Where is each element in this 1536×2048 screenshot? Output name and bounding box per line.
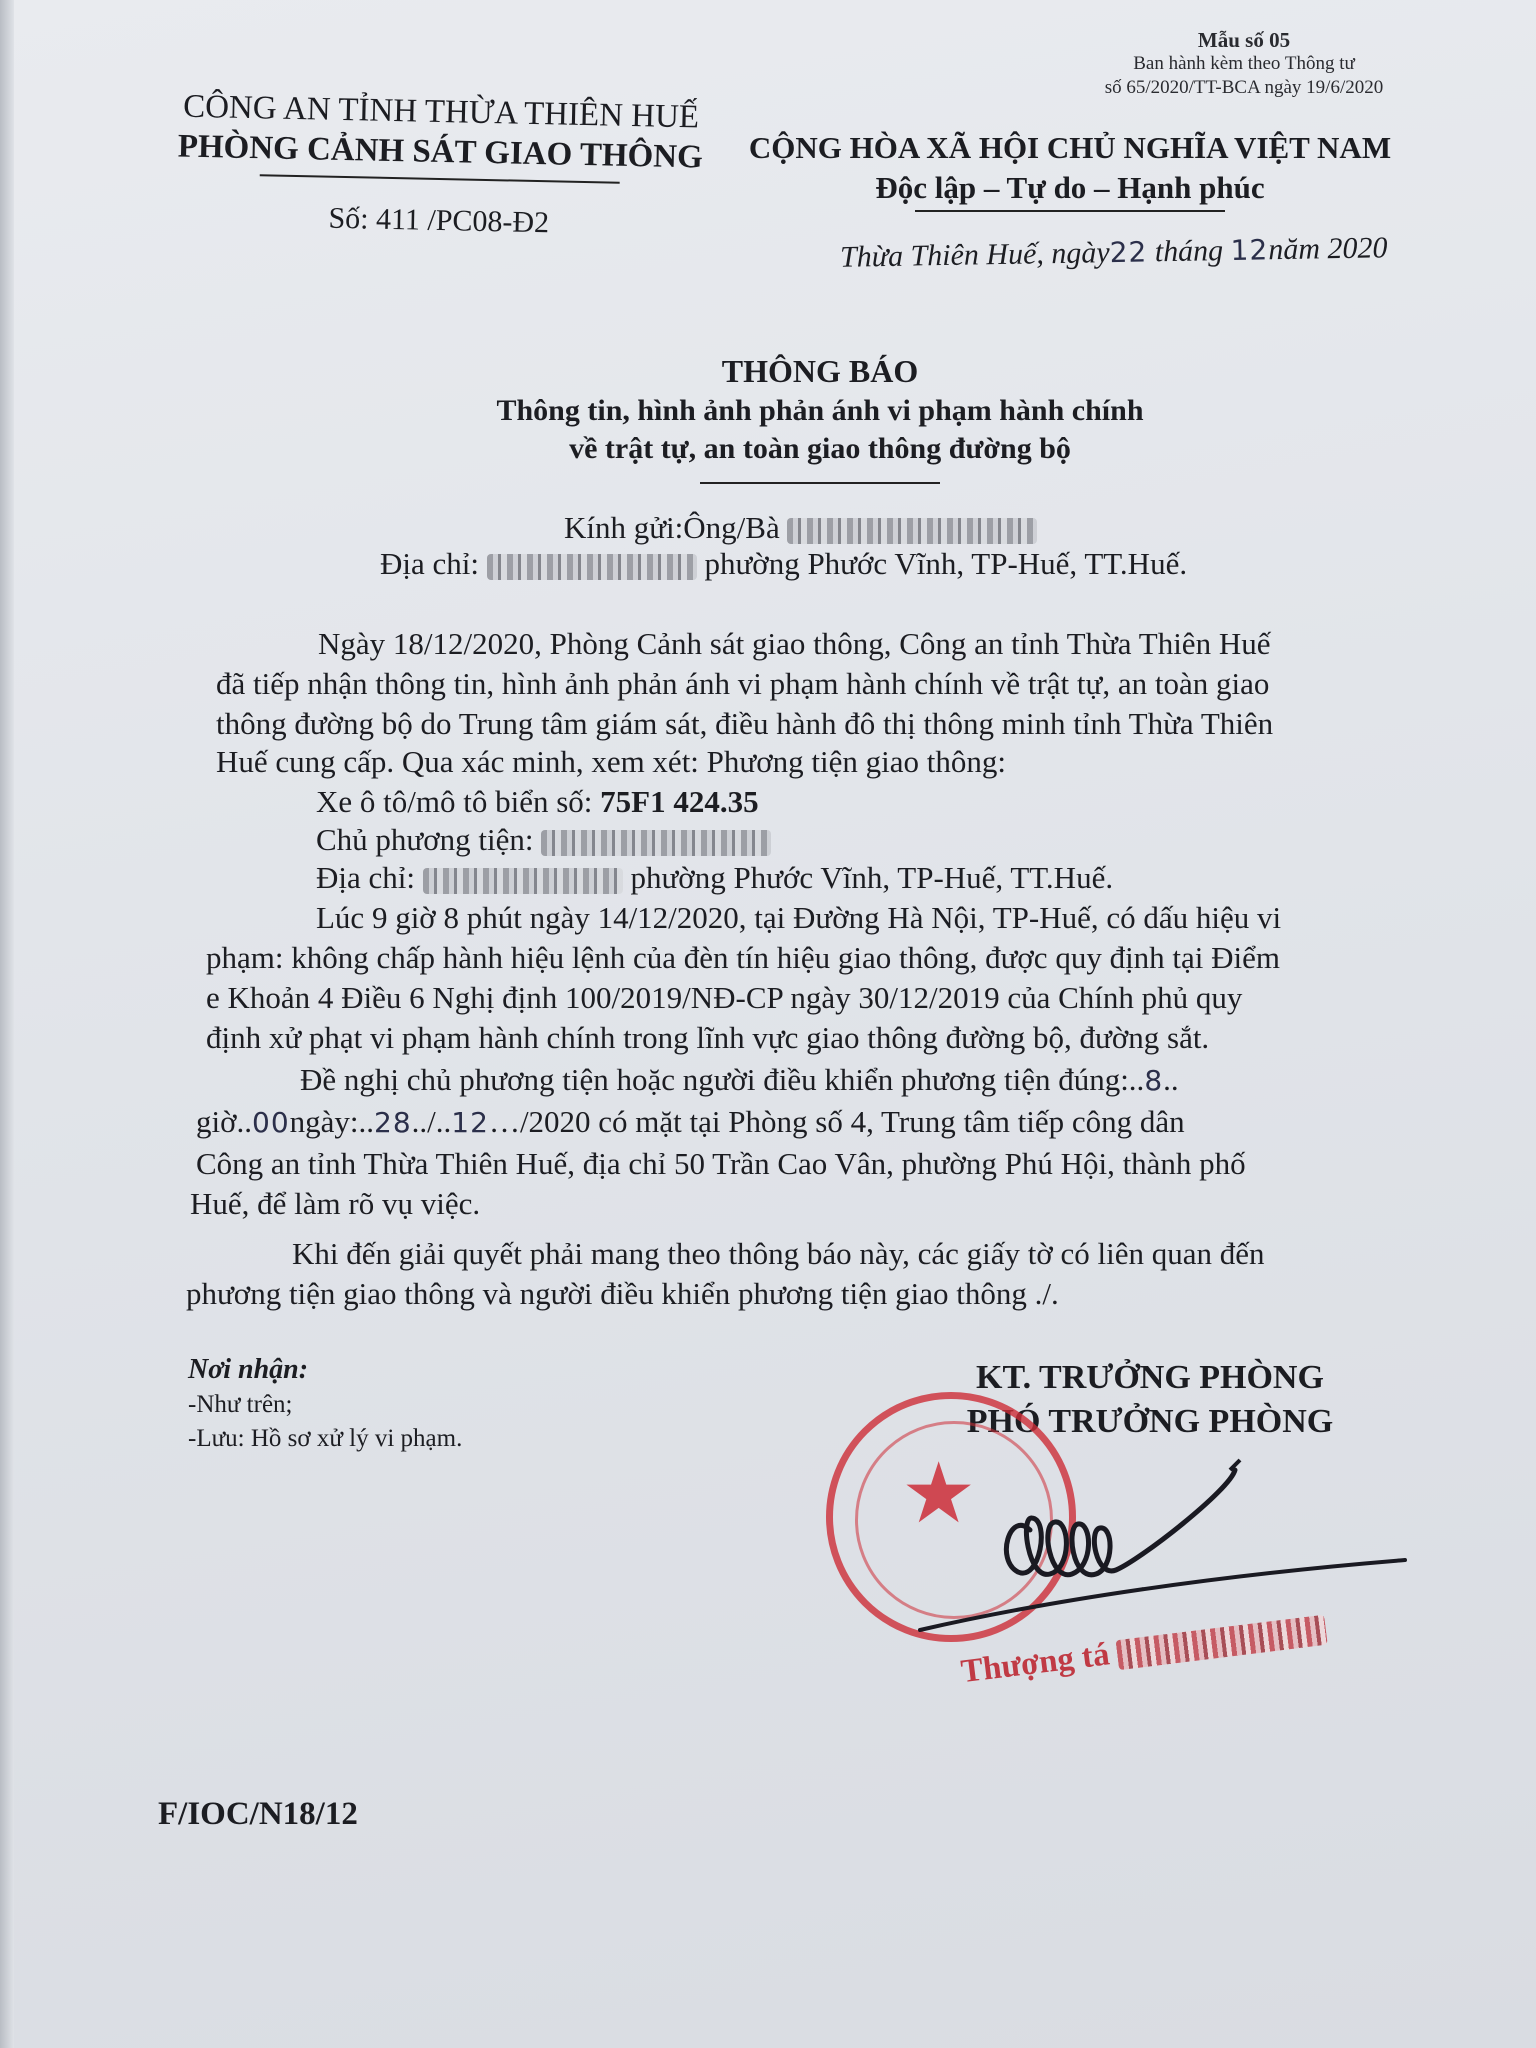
signer-rank: Thượng tá (959, 1636, 1112, 1691)
owner-label: Chủ phương tiện: (316, 822, 534, 857)
redacted-owner-address (423, 868, 623, 894)
appointment-place: …/2020 có mặt tại Phòng số 4, Trung tâm tiếp công dân (488, 1104, 1185, 1139)
paragraph-1-line-4: Huế cung cấp. Qua xác minh, xem xét: Phương tiện giao thông: (216, 744, 1006, 779)
document-subtitle-1: Thông tin, hình ảnh phản ánh vi phạm hành chính (496, 394, 1144, 427)
motto-underline (915, 210, 1225, 212)
republic-name: CỘNG HÒA XÃ HỘI CHỦ NGHĨA VIỆT NAM (748, 130, 1392, 165)
paragraph-1-line-1: Ngày 18/12/2020, Phòng Cảnh sát giao thông, Công an tỉnh Thừa Thiên Huế (318, 626, 1271, 661)
form-issued-line1: Ban hành kèm theo Thông tư (1133, 53, 1355, 74)
recipients-heading: Nơi nhận: (188, 1354, 309, 1385)
issuer-org: CÔNG AN TỈNH THỪA THIÊN HUẾ (182, 88, 700, 136)
owner-address-rest: phường Phước Vĩnh, TP-Huế, TT.Huế. (630, 860, 1114, 895)
date-place-prefix: Thừa Thiên Huế, ngày (839, 236, 1110, 274)
plate-number: 75F1 424.35 (600, 784, 759, 819)
document-title-block (340, 350, 1300, 484)
month-sep: ../.. (411, 1104, 452, 1139)
document-reference: Số: 411 /PC08-Đ2 (328, 201, 550, 240)
recipients-item: -Như trên; (188, 1391, 293, 1418)
paragraph-2-line-1: Lúc 9 giờ 8 phút ngày 14/12/2020, tại Đường Hà Nội, TP-Huế, có dấu hiệu vi (316, 900, 1282, 935)
recipient-address-rest: phường Phước Vĩnh, TP-Huế, TT.Huế. (704, 546, 1188, 581)
recipients-block (188, 1352, 462, 1456)
recipient-label: Kính gửi:Ông/Bà (564, 510, 780, 545)
form-number: Mẫu số 05 (1197, 28, 1291, 52)
redacted-recipient-address (487, 554, 697, 580)
handwritten-signature (900, 1444, 1420, 1660)
date-month-label: tháng (1154, 234, 1224, 269)
form-issued-line2: số 65/2020/TT-BCA ngày 19/6/2020 (1104, 77, 1384, 98)
recipient-address-label: Địa chỉ: (380, 546, 479, 581)
paragraph-3-line-1: Đề nghị chủ phương tiện hoặc người điều khiển phương tiện đúng:..8.. (300, 1062, 1179, 1097)
redacted-recipient-name (787, 518, 1037, 544)
date-month: 12 (1230, 233, 1269, 267)
signature-title-2: PHÓ TRƯỞNG PHÒNG (966, 1403, 1334, 1440)
date-day: 22 (1109, 235, 1148, 270)
redacted-owner-name (541, 830, 771, 856)
paragraph-3-line-3: Công an tỉnh Thừa Thiên Huế, địa chỉ 50 Trần Cao Vân, phường Phú Hội, thành phố (196, 1146, 1246, 1181)
owner-line (316, 820, 771, 860)
issuer-dept: PHÒNG CẢNH SÁT GIAO THÔNG (177, 128, 704, 176)
appointment-hour: 8 (1144, 1064, 1164, 1097)
document-code: F/IOC/N18/12 (158, 1796, 358, 1832)
owner-address-line (316, 858, 1113, 898)
title-underline (700, 482, 940, 484)
document-subtitle-2: về trật tự, an toàn giao thông đường bộ (569, 432, 1071, 465)
appointment-month: 12 (451, 1106, 489, 1139)
form-number-block (1064, 28, 1424, 100)
hour-label: giờ.. (196, 1104, 253, 1139)
appointment-day: 28 (374, 1106, 412, 1139)
paragraph-1-line-3: thông đường bộ do Trung tâm giám sát, điều hành đô thị thông minh tỉnh Thừa Thiên (216, 706, 1274, 741)
paragraph-3-line-4: Huế, để làm rõ vụ việc. (190, 1186, 481, 1221)
paragraph-4-line-1: Khi đến giải quyết phải mang theo thông báo này, các giấy tờ có liên quan đến (292, 1236, 1265, 1271)
day-label: ngày:.. (289, 1104, 375, 1139)
document-title: THÔNG BÁO (721, 353, 919, 389)
national-motto: Độc lập – Tự do – Hạnh phúc (875, 170, 1265, 205)
paragraph-3-line-2 (196, 1102, 1185, 1143)
signature-title-1: KT. TRƯỞNG PHÒNG (976, 1359, 1324, 1396)
plate-line (316, 782, 759, 822)
paragraph-1-line-2: đã tiếp nhận thông tin, hình ảnh phản ánh vi phạm hành chính về trật tự, an toàn giao (216, 666, 1270, 701)
national-header (720, 128, 1420, 212)
paper-edge (0, 0, 14, 2048)
appointment-intro: Đề nghị chủ phương tiện hoặc người điều khiển phương tiện đúng:.. (300, 1062, 1145, 1097)
plate-label: Xe ô tô/mô tô biển số: (316, 784, 593, 819)
appointment-minute: 00 (252, 1106, 290, 1139)
issuer-underline (260, 174, 620, 184)
paragraph-2-line-2: phạm: không chấp hành hiệu lệnh của đèn tín hiệu giao thông, được quy định tại Điểm (206, 940, 1281, 975)
paragraph-2-line-3: e Khoản 4 Điều 6 Nghị định 100/2019/NĐ-CP ngày 30/12/2019 của Chính phủ quy (206, 980, 1243, 1015)
owner-address-label: Địa chỉ: (316, 860, 415, 895)
date-year: năm 2020 (1267, 231, 1388, 267)
paragraph-2-line-4: định xử phạt vi phạm hành chính trong lĩnh vực giao thông đường bộ, đường sắt. (206, 1020, 1210, 1055)
recipient-address-line (380, 544, 1187, 584)
issuer-header (159, 86, 722, 244)
paragraph-4-line-2: phương tiện giao thông và người điều khiển phương tiện giao thông ./. (186, 1276, 1059, 1311)
recipient-line (564, 508, 1037, 548)
issue-date (840, 231, 1388, 275)
star-icon: ★ (901, 1444, 977, 1542)
recipients-item: -Lưu: Hồ sơ xử lý vi phạm. (188, 1425, 463, 1452)
